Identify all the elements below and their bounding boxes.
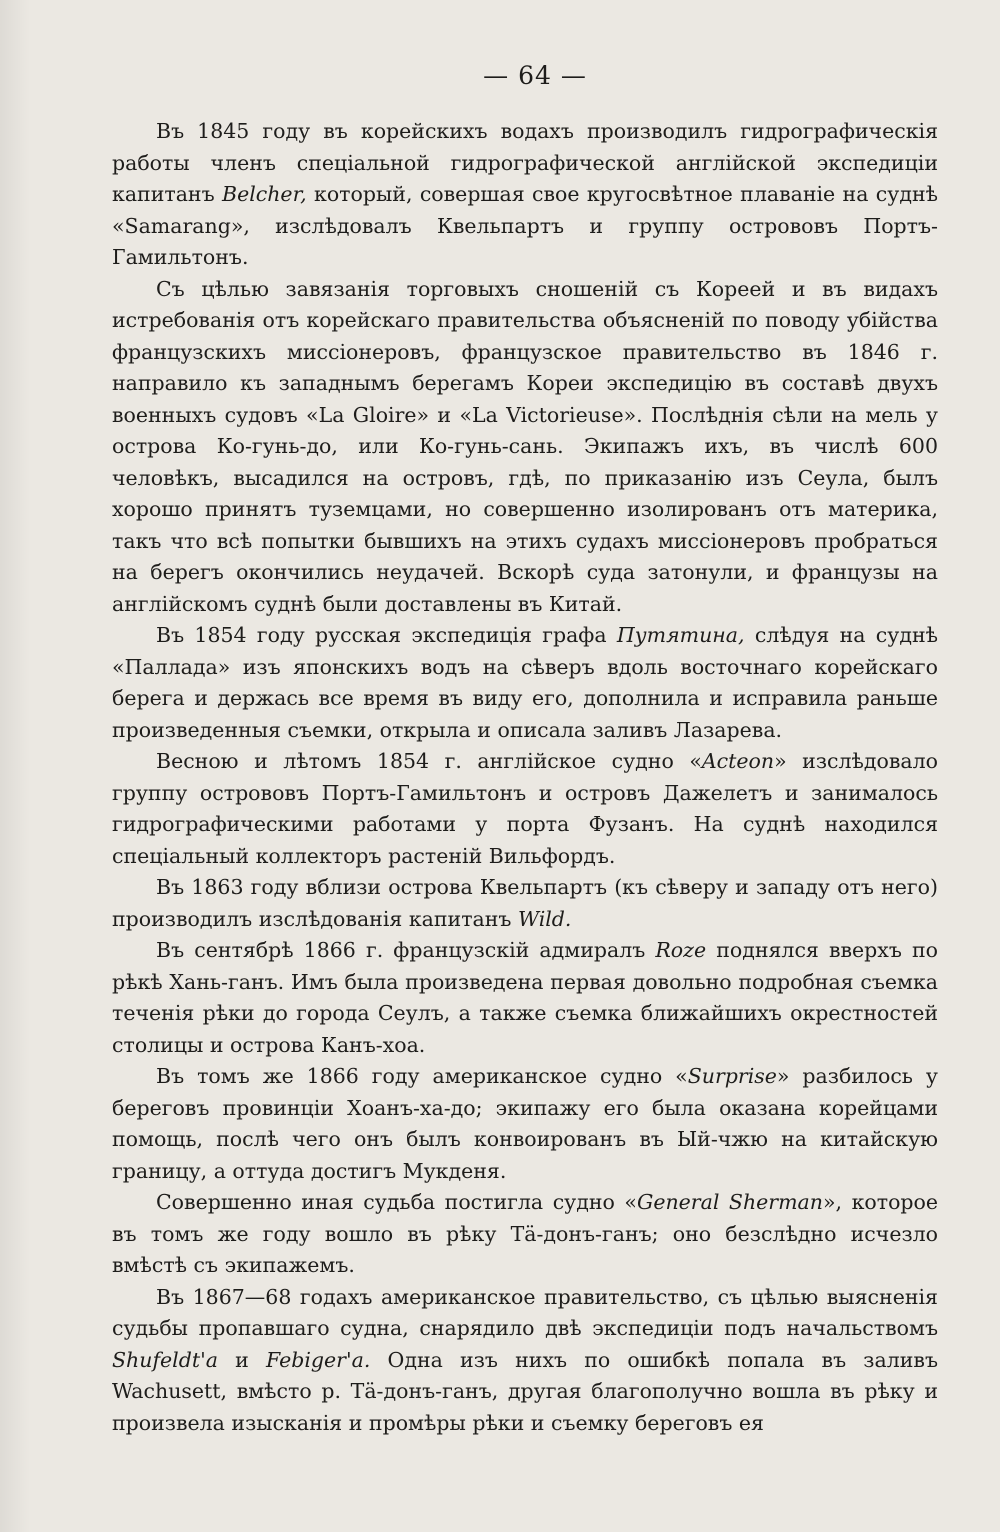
text-run: Въ 1845 году въ корейскихъ водахъ производилъ гидрографическія работы членъ спеціальной гидрографической англійской экспедиціи капитанъ	[112, 119, 938, 206]
paragraph	[112, 116, 938, 274]
italic-name: Shufeldt'а	[112, 1347, 218, 1372]
italic-name: Wild.	[517, 906, 572, 931]
text-run: поднялся вверхъ по рѣкѣ Хань-ганъ. Имъ была произведена первая довольно подробная съемка теченія рѣки до города Сеулъ, а также съемка ближайшихъ окрестностей столицы и острова Канъ-хоа.	[112, 938, 938, 1057]
body-text	[112, 116, 938, 1439]
italic-name: Febiger'а.	[266, 1347, 371, 1372]
text-run: Совершенно иная судьба постигла судно «	[156, 1190, 637, 1214]
italic-name: Roze	[655, 938, 707, 962]
italic-name: Acteon	[701, 749, 775, 773]
paragraph	[112, 620, 938, 746]
paragraph	[112, 872, 938, 935]
text-run: слѣдуя на суднѣ «Паллада» изъ японскихъ водъ на сѣверъ вдоль восточнаго корейскаго берега и держась все время въ виду его, дополнила и исправила раньше произведенныя съемки, открыла и описала заливъ Лазарева.	[112, 623, 938, 742]
italic-name: Путятина,	[616, 623, 745, 647]
text-run: который, совершая свое кругосвѣтное плаваніе на суднѣ «Samarang», изслѣдовалъ Квельпартъ и группу острововъ Портъ-Гамильтонъ.	[112, 182, 938, 269]
paragraph	[112, 1187, 938, 1282]
page-number: — 64 —	[483, 61, 587, 90]
paragraph	[112, 274, 938, 621]
italic-name: General Sherman	[636, 1190, 823, 1214]
text-run: и	[217, 1347, 266, 1372]
text-run: Съ цѣлью завязанія торговыхъ сношеній съ Кореей и въ видахъ истребованія отъ корейскаго правительства объясненій по поводу убійства французскихъ миссіонеровъ, французское правительство въ 1846 г. направило къ западнымъ берегамъ Кореи экспедицію въ составѣ двухъ военныхъ судовъ «La Gloire» и «La Victorieuse». Послѣднія сѣли на мель у острова Ко-гунь-до, или Ко-гунь-сань. Экипажъ ихъ, въ числѣ 600 человѣкъ, высадился на островъ, гдѣ, по приказанію изъ Сеула, былъ хорошо принятъ туземцами, но совершенно изолированъ отъ материка, такъ что всѣ попытки бывшихъ на этихъ судахъ миссіонеровъ пробраться на берегъ окончились неудачей. Вскорѣ суда затонули, и французы на англійскомъ суднѣ были доставлены въ Китай.	[112, 276, 938, 616]
paragraph	[112, 935, 938, 1061]
italic-name: Belcher,	[222, 182, 307, 206]
text-run: Весною и лѣтомъ 1854 г. англійское судно «	[156, 749, 702, 773]
text-run: », которое въ томъ же году вошло въ рѣку Тä-донъ-ганъ; оно безслѣдно исчезло вмѣстѣ съ экипажемъ.	[112, 1190, 939, 1277]
page-gutter-shadow	[0, 0, 30, 1532]
italic-name: Surprise	[687, 1064, 777, 1088]
text-run: Въ 1854 году русская экспедиція графа	[156, 623, 617, 647]
paragraph	[112, 1061, 938, 1187]
text-run: Въ томъ же 1866 году американское судно «	[156, 1064, 688, 1088]
text-run: Въ 1867—68 годахъ американское правительство, съ цѣлью выясненія судьбы пропавшаго судна, снарядило двѣ экспедиціи подъ начальствомъ	[112, 1284, 938, 1340]
text-run: Въ сентябрѣ 1866 г. французскій адмиралъ	[156, 938, 656, 962]
text-run: Одна изъ нихъ по ошибкѣ попала въ заливъ Wachusett, вмѣсто р. Тä-донъ-ганъ, другая благополучно вошла въ рѣку и произвела изысканія и промѣры рѣки и съемку береговъ ея	[112, 1347, 938, 1435]
text-run: Въ 1863 году вблизи острова Квельпартъ (къ сѣверу и западу отъ него) производилъ изслѣдованія капитанъ	[112, 875, 938, 931]
text-run: » изслѣдовало группу острововъ Портъ-Гамильтонъ и островъ Дажелетъ и занималось гидрографическими работами у порта Фузанъ. На суднѣ находился спеціальный коллекторъ растеній Вильфордъ.	[112, 749, 938, 868]
paragraph	[112, 1282, 938, 1440]
paragraph	[112, 746, 938, 872]
text-run: » разбилось у береговъ провинціи Хоанъ-ха-до; экипажу его была оказана корейцами помощь, послѣ чего онъ былъ конвоированъ въ Ый-чжю на китайскую границу, а оттуда достигъ Мукденя.	[112, 1064, 938, 1183]
